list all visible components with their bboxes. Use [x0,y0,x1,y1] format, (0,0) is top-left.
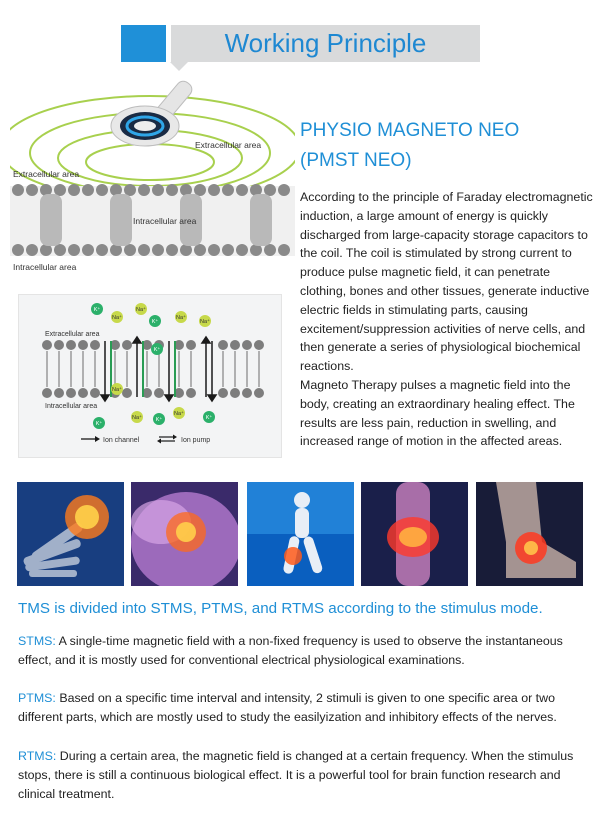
na-ion-label: Na⁺ [176,315,186,321]
ankle-pain-image [476,482,583,586]
product-title-line1: PHYSIO MAGNETO NEO [300,120,520,141]
k-ion-label: K⁺ [153,347,161,353]
na-ion-label: Na⁺ [112,315,122,321]
intracellular-label-mid: Intracellular area [133,216,197,226]
rtms-text: During a certain area, the magnetic field is changed at a certain frequency. When the stimulus stops, there is still a continuous biological effect. It is a powerful tool for brain function research and clinical treatment. [18,749,574,801]
runner-pain-image [247,482,354,586]
tms-heading: TMS is divided into STMS, PTMS, and RTMS according to the stimulus mode. [18,600,543,617]
k-ion-label: K⁺ [151,319,159,325]
ptms-text: Based on a specific time interval and intensity, 2 stimuli is given to one specific area or two different parts, which are mostly used to study the easilyization and inhibitory effects of the nerves. [18,691,557,724]
stms-label: STMS: [18,634,56,648]
shoulder-pain-image [131,482,238,586]
membrane-heads-bottom [42,388,264,398]
k-ion-label: K⁺ [95,421,103,427]
ion-intracellular-label: Intracellular area [45,403,98,410]
k-ion-label: K⁺ [93,307,101,313]
product-title-line2: (PMST NEO) [300,150,412,171]
ion-extracellular-label: Extracellular area [45,331,100,338]
membrane-tails [47,351,259,387]
header-pointer [170,62,188,71]
description-paragraph-2: Magneto Therapy pulses a magnetic field into the body, creating an extraordinary healing effect. The results are less pain, reduction in swelling, and increased range of motion in the affected areas. [300,377,575,449]
membrane-field-diagram [10,78,295,283]
k-ion-label: K⁺ [155,417,163,423]
header-accent-block [121,25,166,62]
legend-ion-pump: Ion pump [181,437,211,444]
ion-channel-illustration [19,295,281,457]
product-title [300,116,590,176]
na-ion-label: Na⁺ [112,387,122,393]
page-title: Working Principle [224,28,427,58]
stms-paragraph [18,632,588,670]
ion-channel-diagram [18,294,282,458]
na-ion-label: Na⁺ [132,415,142,421]
legend-ion-channel: Ion channel [103,437,140,444]
description-paragraph-1: According to the principle of Faraday electromagnetic induction, a large amount of energy is quickly discharged from large-capacity storage capacitors to the coil. The coil is stimulated by strong current to produce pulse magnetic field, it can penetrate clothing, bones and other tissues, generate inductive electric fields in stimulating parts, causing excitement/suppression activities of nerve cells, and then generate a series of physiological biochemical reactions. [300,190,593,374]
ions [91,303,215,429]
ptms-paragraph [18,689,588,727]
na-ion-label: Na⁺ [174,411,184,417]
rtms-label: RTMS: [18,749,57,763]
k-ion-label: K⁺ [205,415,213,421]
ion-legend [81,435,210,445]
rtms-paragraph [18,747,588,804]
description [300,188,594,451]
extracellular-label-right: Extracellular area [195,140,262,150]
magnetic-coil-device [111,78,195,146]
ptms-label: PTMS: [18,691,56,705]
na-ion-label: Na⁺ [136,307,146,313]
na-ion-label: Na⁺ [200,319,210,325]
extracellular-label-left: Extracellular area [13,169,80,179]
intracellular-label-left: Intracellular area [13,262,77,272]
knee-pain-image [361,482,468,586]
stms-text: A single-time magnetic field with a non-fixed frequency is used to observe the instantaneous effect, and it is mostly used for conventional electrical physiological examinations. [18,634,563,667]
hand-pain-image [17,482,124,586]
